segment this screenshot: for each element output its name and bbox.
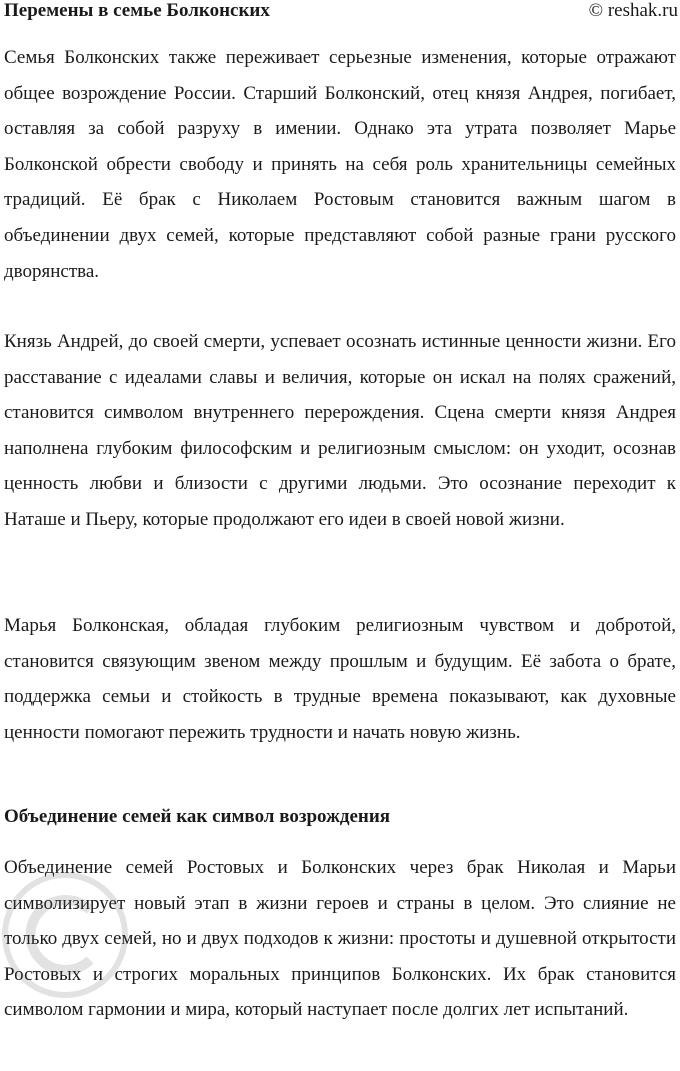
section-title: Перемены в семье Болконских <box>4 0 270 21</box>
paragraph-2: Князь Андрей, до своей смерти, успевает осознать истинные ценности жизни. Его расставание с идеалами славы и величия, которые он искал на полях сражений, становится символом внутреннего перерождения. Сцена смерти князя Андрея наполнена глубоким философским и религиозным смыслом: он уходит, осознав ценность любви и близости с другими людьми. Это осознание переходит к Наташе и Пьеру, которые продолжают его идеи в своей новой жизни. <box>4 331 676 530</box>
section2-heading: Объединение семей как символ возрождения <box>4 806 391 827</box>
source-credit: © reshak.ru <box>588 0 678 21</box>
paragraph-4: Объединение семей Ростовых и Болконских через брак Николая и Марьи символизирует новый этап в жизни героев и страны в целом. Это слияние не только двух семей, но и двух подходов к жизни: простоты и душевной открытости Ростовых и строгих моральных принципов Болконских. Их брак становится символом гармонии и мира, который наступает после долгих лет испытаний. <box>4 857 676 1021</box>
paragraph-3: Марья Болконская, обладая глубоким религиозным чувством и добротой, становится связующим звеном между прошлым и будущим. Её забота о брате, поддержка семьи и стойкость в трудные времена показывают, как духовные ценности помогают пережить трудности и начать новую жизнь. <box>4 615 676 743</box>
header-row <box>4 0 678 24</box>
paragraph-1: Семья Болконских также переживает серьезные изменения, которые отражают общее возрождение России. Старший Болконский, отец князя Андрея, погибает, оставляя за собой разруху в имении. Однако эта утрата позволяет Марье Болконской обрести свободу и принять на себя роль хранительницы семейных традиций. Её брак с Николаем Ростовым становится важным шагом в объединении двух семей, которые представляют собой разные грани русского дворянства. <box>4 47 676 282</box>
